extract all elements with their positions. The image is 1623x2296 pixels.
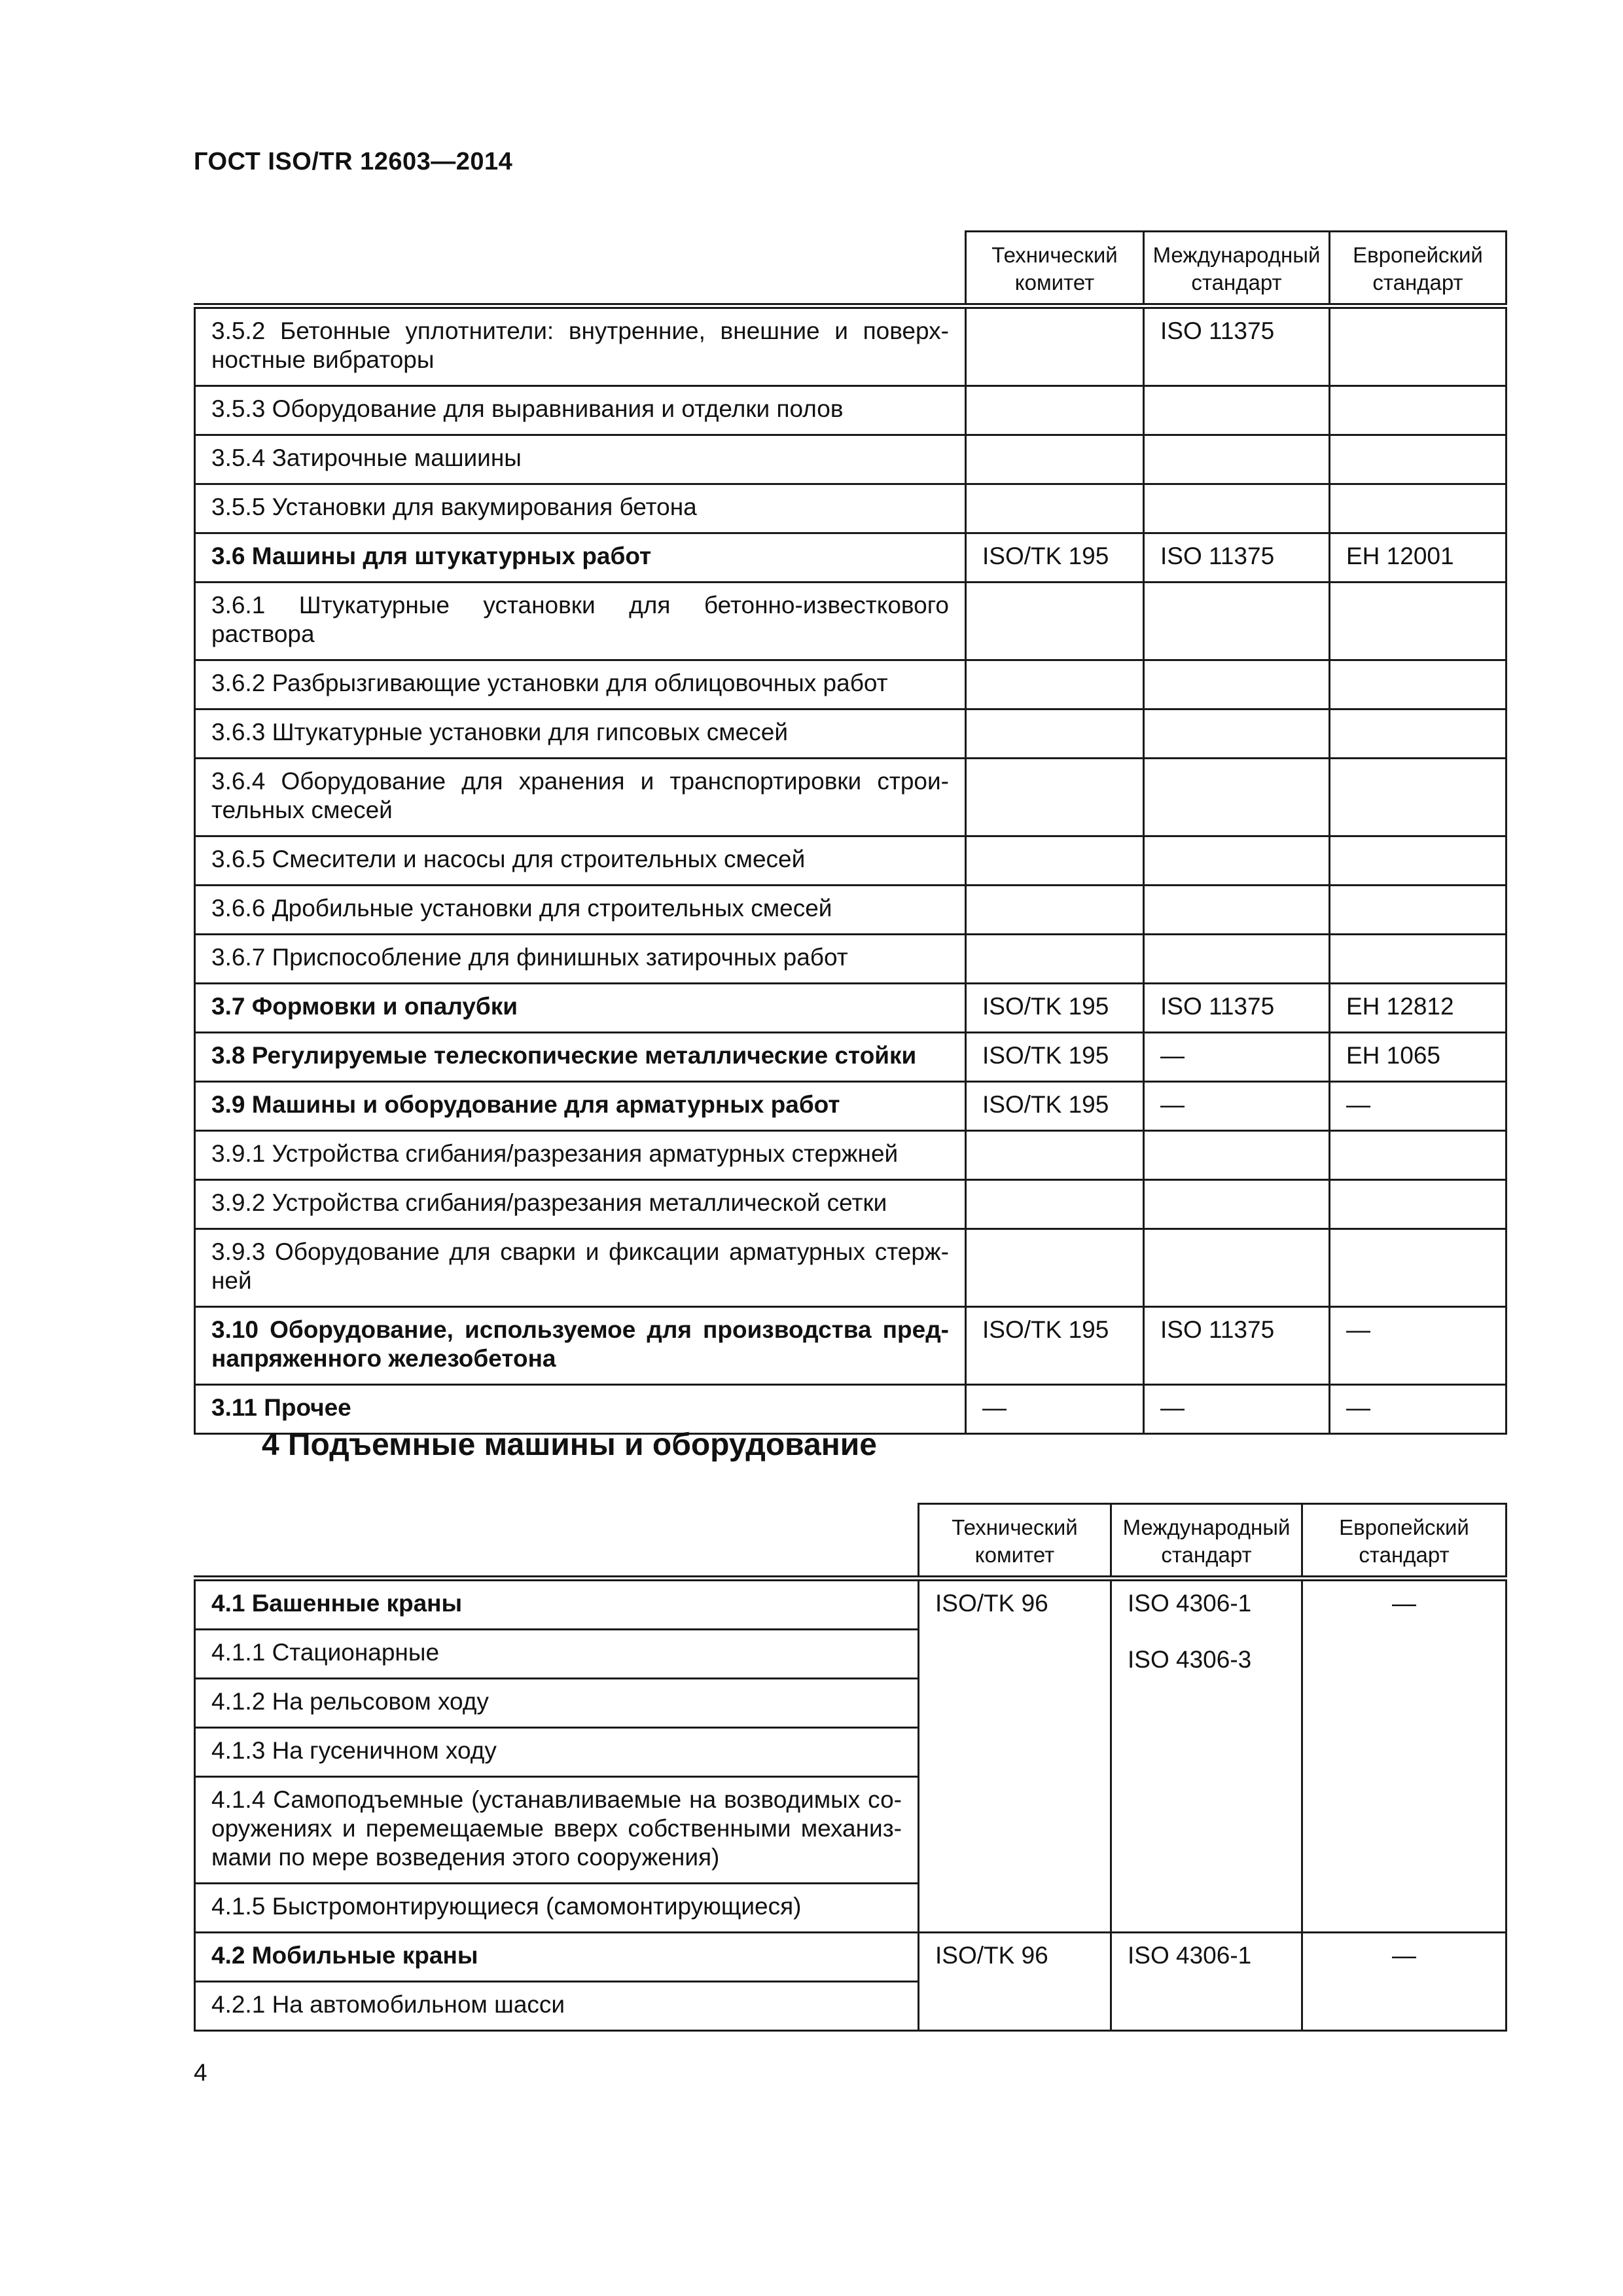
row-description: 3.9.3 Оборудование для сварки и фиксации арматурных стерж-ней [195, 1229, 966, 1307]
row-description: 3.10 Оборудование, используемое для производства пред-напряженного железобетона [195, 1307, 966, 1385]
row-description: 3.6.4 Оборудование для хранения и транспортировки строи-тельных смесей [195, 759, 966, 836]
european-standard-cell: — [1330, 1385, 1507, 1434]
european-standard-cell [1330, 386, 1507, 435]
table-row [195, 836, 1507, 886]
table-row [195, 1131, 1507, 1180]
document-header: ГОСТ ISO/TR 12603—2014 [194, 148, 513, 175]
european-standard-cell [1330, 435, 1507, 484]
table-row [195, 1579, 1507, 1630]
row-description: 3.5.5 Установки для вакумирования бетона [195, 484, 966, 533]
technical-committee-cell: — [966, 1385, 1144, 1434]
header-blank-cell [195, 232, 966, 306]
international-standard-cell: ISO 11375 [1144, 533, 1330, 583]
header-international-standard: Международный стандарт [1111, 1504, 1302, 1579]
european-standard-cell [1330, 1180, 1507, 1229]
european-standard-cell [1330, 1229, 1507, 1307]
header-international-standard: Международный стандарт [1144, 232, 1330, 306]
international-standard-cell: ISO 11375 [1144, 306, 1330, 386]
international-standard-cell: ISO 11375 [1144, 984, 1330, 1033]
international-standard-cell: — [1144, 1033, 1330, 1082]
row-description: 3.5.4 Затирочные машиины [195, 435, 966, 484]
header-technical-committee: Технический комитет [966, 232, 1144, 306]
international-standard-cell: ISO 11375 [1144, 1307, 1330, 1385]
european-standard-cell: EH 12001 [1330, 533, 1507, 583]
row-description: 3.7 Формовки и опалубки [195, 984, 966, 1033]
section-4-heading: 4 Подъемные машины и оборудование [262, 1427, 877, 1462]
european-standard-cell [1330, 583, 1507, 660]
row-description: 3.6 Машины для штукатурных работ [195, 533, 966, 583]
table-row [195, 1229, 1507, 1307]
european-standard-cell: EH 1065 [1330, 1033, 1507, 1082]
international-standard-cell: — [1144, 1082, 1330, 1131]
international-standard-cell: ISO 4306-1 [1111, 1933, 1302, 2031]
table-row [195, 533, 1507, 583]
header-technical-committee: Технический комитет [919, 1504, 1111, 1579]
technical-committee-cell [966, 386, 1144, 435]
row-description: 4.1.2 На рельсовом ходу [195, 1679, 919, 1728]
table-row [195, 484, 1507, 533]
row-description: 4.2.1 На автомобильном шасси [195, 1982, 919, 2031]
table-row [195, 583, 1507, 660]
row-description: 3.8 Регулируемые телескопические металлические стойки [195, 1033, 966, 1082]
technical-committee-cell [966, 759, 1144, 836]
international-standard-cell [1144, 660, 1330, 709]
european-standard-cell [1330, 886, 1507, 935]
european-standard-cell: EH 12812 [1330, 984, 1507, 1033]
international-standard-cell [1144, 836, 1330, 886]
row-description: 4.2 Мобильные краны [195, 1933, 919, 1982]
international-standard-cell [1144, 1131, 1330, 1180]
technical-committee-cell: ISO/TK 96 [919, 1579, 1111, 1933]
table-row [195, 1307, 1507, 1385]
international-standard-cell [1144, 1180, 1330, 1229]
row-description: 3.6.1 Штукатурные установки для бетонно-известкового раствора [195, 583, 966, 660]
european-standard-cell [1330, 759, 1507, 836]
international-standard-cell [1144, 759, 1330, 836]
technical-committee-cell [966, 1131, 1144, 1180]
european-standard-cell [1330, 935, 1507, 984]
page-number: 4 [194, 2059, 207, 2086]
international-standard-cell [1111, 1579, 1302, 1933]
european-standard-cell [1330, 660, 1507, 709]
technical-committee-cell [966, 709, 1144, 759]
international-standard-cell [1144, 1229, 1330, 1307]
technical-committee-cell: ISO/TK 195 [966, 984, 1144, 1033]
european-standard-cell [1330, 836, 1507, 886]
european-standard-cell: — [1330, 1307, 1507, 1385]
table-row [195, 759, 1507, 836]
technical-committee-cell [966, 583, 1144, 660]
row-description: 3.9 Машины и оборудование для арматурных работ [195, 1082, 966, 1131]
row-description: 3.6.6 Дробильные установки для строительных смесей [195, 886, 966, 935]
international-standard-cell [1144, 935, 1330, 984]
row-description: 3.6.2 Разбрызгивающие установки для облицовочных работ [195, 660, 966, 709]
standards-table-section-3 [194, 230, 1507, 1435]
table-row [195, 1082, 1507, 1131]
european-standard-cell: — [1302, 1933, 1507, 2031]
european-standard-cell: — [1330, 1082, 1507, 1131]
technical-committee-cell: ISO/TK 96 [919, 1933, 1111, 2031]
table-row [195, 660, 1507, 709]
iso-standard-ref: ISO 4306-3 [1128, 1646, 1252, 1673]
row-description: 3.6.3 Штукатурные установки для гипсовых смесей [195, 709, 966, 759]
technical-committee-cell [966, 1180, 1144, 1229]
table-row [195, 435, 1507, 484]
table-row [195, 886, 1507, 935]
table-row [195, 984, 1507, 1033]
iso-standard-ref: ISO 4306-1 [1128, 1590, 1252, 1617]
international-standard-cell [1144, 709, 1330, 759]
european-standard-cell [1330, 484, 1507, 533]
row-description: 4.1.3 На гусеничном ходу [195, 1728, 919, 1777]
international-standard-cell [1144, 583, 1330, 660]
row-description: 4.1.1 Стационарные [195, 1630, 919, 1679]
international-standard-cell [1144, 484, 1330, 533]
row-description: 3.5.2 Бетонные уплотнители: внутренние, внешние и поверх-ностные вибраторы [195, 306, 966, 386]
european-standard-cell [1330, 306, 1507, 386]
row-description: 3.6.5 Смесители и насосы для строительных смесей [195, 836, 966, 886]
row-description: 4.1 Башенные краны [195, 1579, 919, 1630]
european-standard-cell: — [1302, 1579, 1507, 1933]
technical-committee-cell [966, 484, 1144, 533]
european-standard-cell [1330, 1131, 1507, 1180]
international-standard-cell [1144, 386, 1330, 435]
table-row [195, 306, 1507, 386]
header-blank-cell [195, 1504, 919, 1579]
table-row [195, 1033, 1507, 1082]
international-standard-cell [1144, 435, 1330, 484]
international-standard-cell [1144, 886, 1330, 935]
row-description: 3.9.2 Устройства сгибания/разрезания металлической сетки [195, 1180, 966, 1229]
table-row [195, 1933, 1507, 1982]
table-header-row [195, 232, 1507, 306]
technical-committee-cell [966, 935, 1144, 984]
row-description: 3.5.3 Оборудование для выравнивания и отделки полов [195, 386, 966, 435]
header-european-standard: Европейский стандарт [1302, 1504, 1507, 1579]
table-row [195, 1180, 1507, 1229]
technical-committee-cell [966, 306, 1144, 386]
row-description: 4.1.5 Быстромонтирующиеся (самомонтирующиеся) [195, 1884, 919, 1933]
table-row [195, 386, 1507, 435]
technical-committee-cell: ISO/TK 195 [966, 533, 1144, 583]
technical-committee-cell [966, 660, 1144, 709]
technical-committee-cell: ISO/TK 195 [966, 1033, 1144, 1082]
table-row [195, 709, 1507, 759]
header-european-standard: Европейский стандарт [1330, 232, 1507, 306]
row-description: 3.6.7 Приспособление для финишных затирочных работ [195, 935, 966, 984]
technical-committee-cell [966, 836, 1144, 886]
technical-committee-cell: ISO/TK 195 [966, 1307, 1144, 1385]
technical-committee-cell: ISO/TK 195 [966, 1082, 1144, 1131]
table-row [195, 935, 1507, 984]
technical-committee-cell [966, 886, 1144, 935]
row-description: 3.9.1 Устройства сгибания/разрезания арматурных стержней [195, 1131, 966, 1180]
european-standard-cell [1330, 709, 1507, 759]
standards-table-section-4 [194, 1503, 1507, 2032]
row-description: 3.11 Прочее [195, 1385, 966, 1434]
technical-committee-cell [966, 1229, 1144, 1307]
table-header-row [195, 1504, 1507, 1579]
international-standard-cell: — [1144, 1385, 1330, 1434]
technical-committee-cell [966, 435, 1144, 484]
row-description: 4.1.4 Самоподъемные (устанавливаемые на возводимых со-оружениях и перемещаемые вверх собственными механиз-мами по мере возведения этого сооружения) [195, 1777, 919, 1884]
